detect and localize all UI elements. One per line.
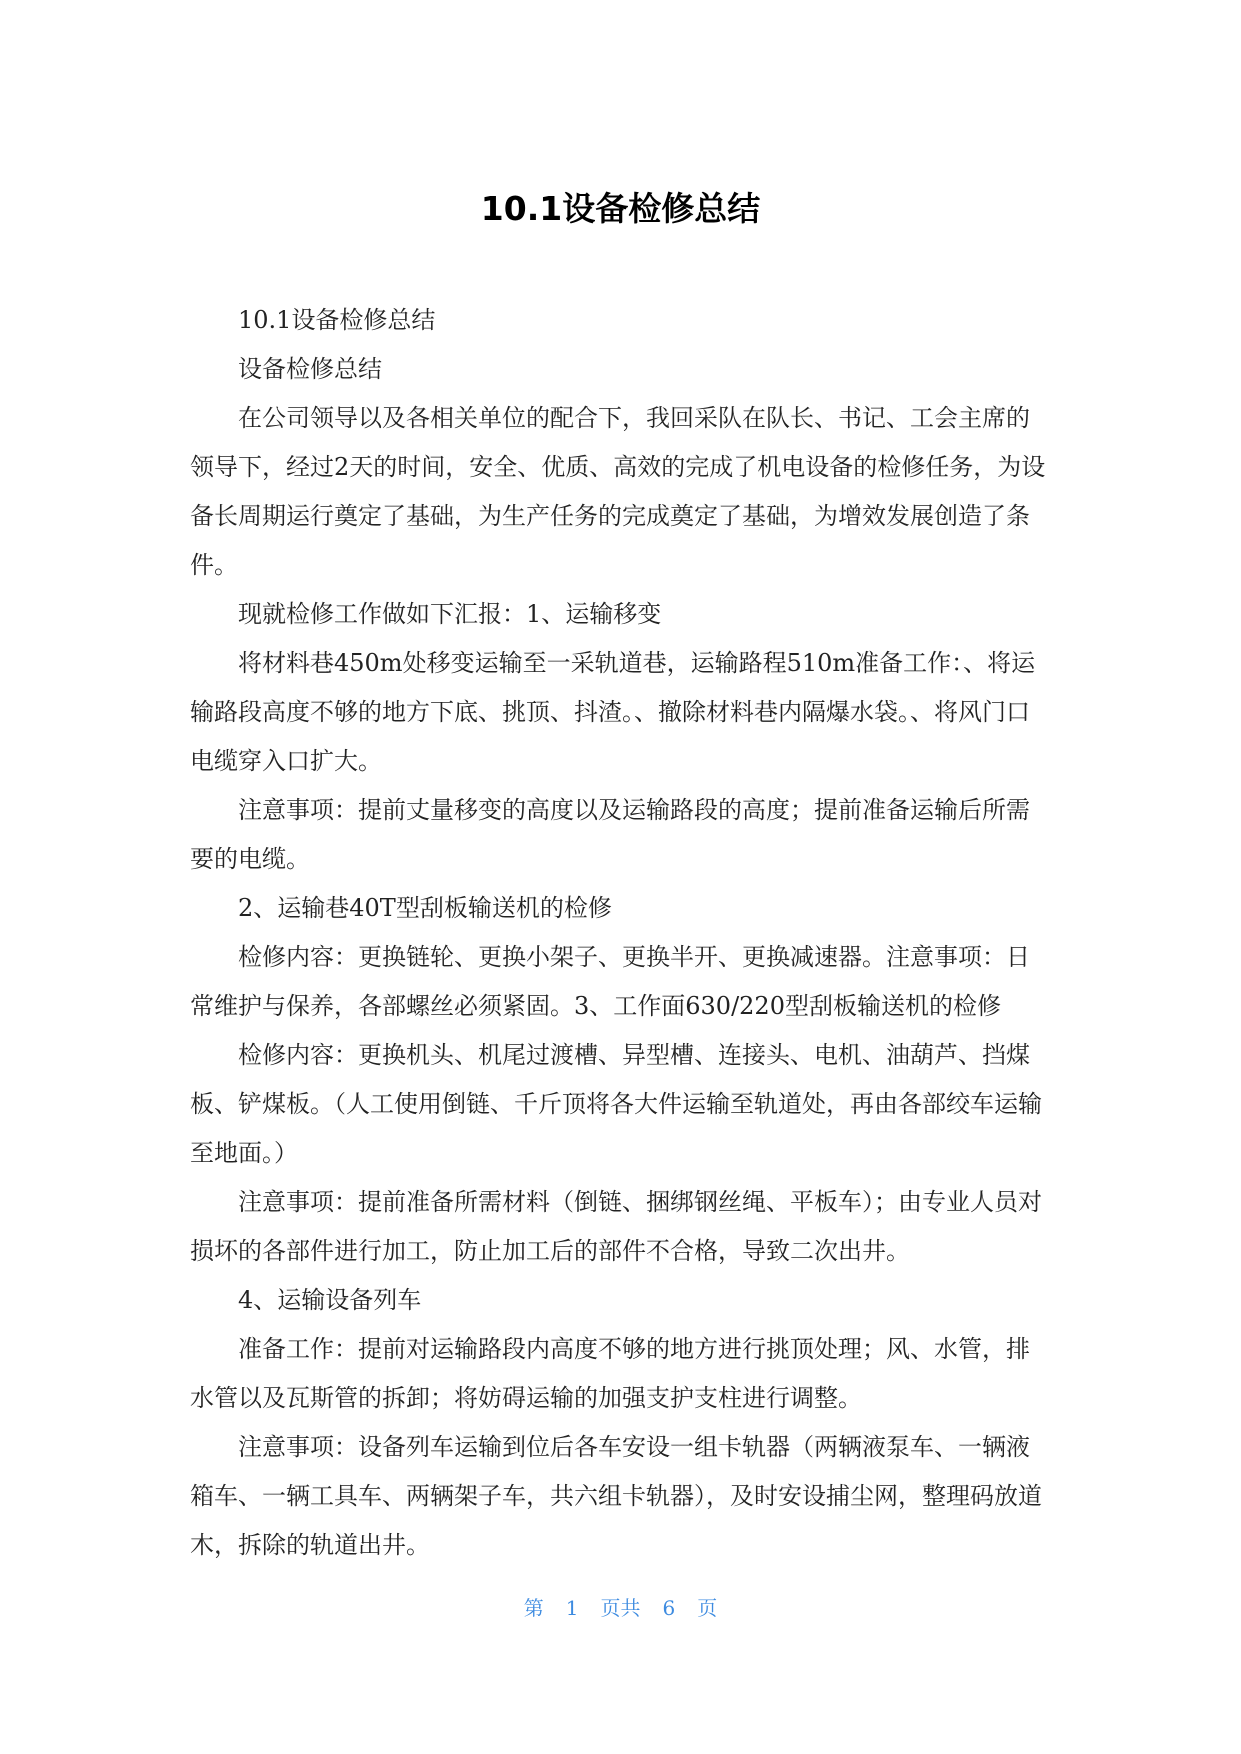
document-body	[190, 296, 1046, 1570]
document-title: 10.1设备检修总结	[480, 189, 761, 228]
paragraph: 注意事项：提前准备所需材料（倒链、捆绑钢丝绳、平板车）；由专业人员对损坏的各部件进行加工，防止加工后的部件不合格，导致二次出井。	[190, 1188, 1042, 1265]
paragraph: 检修内容：更换链轮、更换小架子、更换半开、更换减速器。注意事项：日常维护与保养，各部螺丝必须紧固。3、工作面630/220型刮板输送机的检修	[190, 943, 1030, 1020]
paragraph: 注意事项：设备列车运输到位后各车安设一组卡轨器（两辆液泵车、一辆液箱车、一辆工具车、两辆架子车，共六组卡轨器），及时安设捕尘网，整理码放道木，拆除的轨道出井。	[190, 1433, 1042, 1559]
page-footer	[0, 1592, 1241, 1621]
paragraph: 10.1设备检修总结	[238, 306, 436, 334]
paragraph: 检修内容：更换机头、机尾过渡槽、异型槽、连接头、电机、油葫芦、挡煤板、铲煤板。（人工使用倒链、千斤顶将各大件运输至轨道处，再由各部绞车运输至地面。）	[190, 1041, 1042, 1167]
footer-suffix: 页	[697, 1596, 718, 1620]
paragraph: 注意事项：提前丈量移变的高度以及运输路段的高度；提前准备运输后所需要的电缆。	[190, 796, 1030, 873]
footer-total-pages: 6	[662, 1596, 676, 1620]
paragraph: 4、运输设备列车	[238, 1286, 422, 1314]
paragraph: 将材料巷450m处移变运输至一采轨道巷，运输路程510m准备工作：、将运输路段高度不够的地方下底、挑顶、抖渣。、撤除材料巷内隔爆水袋。、将风门口电缆穿入口扩大。	[190, 649, 1036, 775]
paragraph: 在公司领导以及各相关单位的配合下，我回采队在队长、书记、工会主席的领导下，经过2天的时间，安全、优质、高效的完成了机电设备的检修任务，为设备长周期运行奠定了基础，为生产任务的完成奠定了基础，为增效发展创造了条件。	[190, 404, 1046, 579]
paragraph: 准备工作：提前对运输路段内高度不够的地方进行挑顶处理；风、水管，排水管以及瓦斯管的拆卸；将妨碍运输的加强支护支柱进行调整。	[190, 1335, 1030, 1412]
footer-prefix: 第	[523, 1596, 544, 1620]
footer-mid: 页共	[600, 1596, 641, 1620]
paragraph: 现就检修工作做如下汇报：1、运输移变	[238, 600, 662, 628]
paragraph: 设备检修总结	[238, 355, 382, 383]
footer-page-number: 1	[565, 1596, 579, 1620]
paragraph: 2、运输巷40T型刮板输送机的检修	[238, 894, 612, 922]
